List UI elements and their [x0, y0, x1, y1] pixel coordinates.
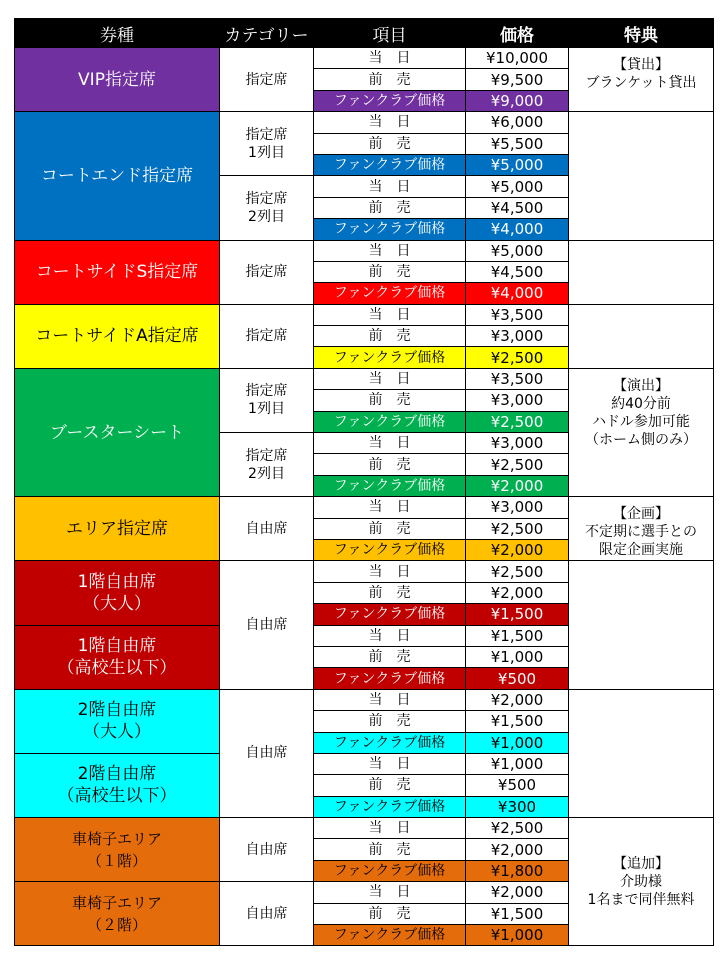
fanclub-price-label: ファンクラブ価格: [314, 796, 466, 817]
perk-line: 【演出】: [613, 377, 669, 394]
price-value: ¥5,500: [466, 133, 569, 154]
price-value: ¥1,000: [466, 753, 569, 774]
seat-type-label: VIP指定席: [15, 48, 220, 112]
seat-type-label: エリア指定席: [15, 497, 220, 561]
header-ticket: 券種: [15, 19, 220, 48]
day-of-label: 当 日: [314, 240, 466, 261]
price-value: ¥4,500: [466, 261, 569, 282]
perk-note: [569, 240, 714, 304]
fanclub-price-label: ファンクラブ価格: [314, 90, 466, 111]
perk-note: [569, 304, 714, 368]
seat-type-label: コートエンド指定席: [15, 112, 220, 240]
price-value: ¥5,000: [466, 154, 569, 175]
fanclub-price-label: ファンクラブ価格: [314, 347, 466, 368]
price-value: ¥1,500: [466, 625, 569, 646]
day-of-label: 当 日: [314, 433, 466, 454]
category-label: 指定席 2列目: [220, 433, 314, 497]
price-value: ¥2,000: [466, 689, 569, 710]
price-value: ¥2,500: [466, 561, 569, 582]
category-label: 自由席: [220, 497, 314, 561]
price-value: ¥2,500: [466, 818, 569, 839]
ticket-price-table: [14, 18, 714, 946]
perk-note: [569, 497, 714, 561]
category-label: 自由席: [220, 689, 314, 817]
perk-line: 介助様: [620, 873, 662, 890]
price-value: ¥3,000: [466, 433, 569, 454]
advance-label: 前 売: [314, 133, 466, 154]
day-of-label: 当 日: [314, 497, 466, 518]
fanclub-price-label: ファンクラブ価格: [314, 604, 466, 625]
perk-line: 【貸出】: [613, 57, 669, 73]
advance-label: 前 売: [314, 646, 466, 667]
day-of-label: 当 日: [314, 818, 466, 839]
seat-type-label: 車椅子エリア （１階）: [15, 818, 220, 882]
price-value: ¥300: [466, 796, 569, 817]
price-value: ¥2,000: [466, 839, 569, 860]
day-of-label: 当 日: [314, 368, 466, 389]
table-row: [15, 561, 714, 582]
fanclub-price-label: ファンクラブ価格: [314, 475, 466, 496]
price-value: ¥500: [466, 668, 569, 689]
seat-type-label: ブースターシート: [15, 368, 220, 496]
price-value: ¥2,500: [466, 518, 569, 539]
seat-type-label: 1階自由席 （高校生以下）: [15, 625, 220, 689]
perk-line: 約40分前: [611, 395, 671, 412]
perk-line: 不定期に選手との: [585, 524, 697, 541]
table-row: [15, 497, 714, 518]
perk-note: [569, 48, 714, 112]
price-value: ¥2,000: [466, 475, 569, 496]
day-of-label: 当 日: [314, 882, 466, 903]
day-of-label: 当 日: [314, 753, 466, 774]
fanclub-price-label: ファンクラブ価格: [314, 154, 466, 175]
seat-type-label: 1階自由席 （大人）: [15, 561, 220, 625]
price-value: ¥500: [466, 775, 569, 796]
price-value: ¥1,000: [466, 732, 569, 753]
header-price: 価格: [466, 19, 569, 48]
advance-label: 前 売: [314, 903, 466, 924]
header-row: [15, 19, 714, 48]
ticket-rows: [15, 48, 714, 946]
header-perk: 特典: [569, 19, 714, 48]
fanclub-price-label: ファンクラブ価格: [314, 732, 466, 753]
perk-line: （ホーム側のみ）: [585, 431, 697, 448]
day-of-label: 当 日: [314, 304, 466, 325]
fanclub-price-label: ファンクラブ価格: [314, 411, 466, 432]
fanclub-price-label: ファンクラブ価格: [314, 283, 466, 304]
day-of-label: 当 日: [314, 176, 466, 197]
advance-label: 前 売: [314, 197, 466, 218]
price-value: ¥5,000: [466, 176, 569, 197]
table-row: [15, 240, 714, 261]
fanclub-price-label: ファンクラブ価格: [314, 925, 466, 946]
header-category: カテゴリー: [220, 19, 314, 48]
price-value: ¥1,500: [466, 903, 569, 924]
price-value: ¥2,000: [466, 882, 569, 903]
price-value: ¥1,500: [466, 604, 569, 625]
price-value: ¥4,000: [466, 283, 569, 304]
advance-label: 前 売: [314, 326, 466, 347]
perk-note: [569, 112, 714, 240]
seat-type-label: コートサイドA指定席: [15, 304, 220, 368]
seat-type-label: 2階自由席 （高校生以下）: [15, 753, 220, 817]
advance-label: 前 売: [314, 390, 466, 411]
perk-line: 1名まで同伴無料: [587, 891, 695, 908]
seat-type-label: 2階自由席 （大人）: [15, 689, 220, 753]
price-value: ¥2,500: [466, 347, 569, 368]
fanclub-price-label: ファンクラブ価格: [314, 539, 466, 560]
price-value: ¥3,000: [466, 326, 569, 347]
table-row: [15, 112, 714, 133]
day-of-label: 当 日: [314, 625, 466, 646]
price-value: ¥9,000: [466, 90, 569, 111]
table-row: [15, 368, 714, 389]
price-value: ¥5,000: [466, 240, 569, 261]
price-value: ¥3,000: [466, 390, 569, 411]
price-value: ¥2,500: [466, 454, 569, 475]
price-value: ¥4,000: [466, 219, 569, 240]
category-label: 自由席: [220, 561, 314, 689]
advance-label: 前 売: [314, 518, 466, 539]
day-of-label: 当 日: [314, 112, 466, 133]
price-value: ¥3,500: [466, 368, 569, 389]
table-row: [15, 818, 714, 839]
price-value: ¥9,500: [466, 69, 569, 90]
perk-note: [569, 689, 714, 817]
perk-note: [569, 561, 714, 689]
advance-label: 前 売: [314, 775, 466, 796]
table-row: [15, 48, 714, 69]
advance-label: 前 売: [314, 454, 466, 475]
category-label: 自由席: [220, 818, 314, 882]
perk-line: 限定企画実施: [599, 542, 683, 559]
category-label: 指定席: [220, 304, 314, 368]
price-value: ¥1,500: [466, 711, 569, 732]
advance-label: 前 売: [314, 711, 466, 732]
advance-label: 前 売: [314, 69, 466, 90]
price-value: ¥2,000: [466, 539, 569, 560]
perk-line: 【追加】: [613, 855, 669, 872]
seat-type-label: 車椅子エリア （２階）: [15, 882, 220, 946]
day-of-label: 当 日: [314, 689, 466, 710]
price-value: ¥1,800: [466, 860, 569, 881]
perk-line: ハドル参加可能: [592, 413, 690, 430]
table-row: [15, 304, 714, 325]
category-label: 指定席: [220, 240, 314, 304]
fanclub-price-label: ファンクラブ価格: [314, 219, 466, 240]
advance-label: 前 売: [314, 839, 466, 860]
day-of-label: 当 日: [314, 561, 466, 582]
category-label: 指定席: [220, 48, 314, 112]
day-of-label: 当 日: [314, 48, 466, 69]
perk-note: [569, 818, 714, 946]
fanclub-price-label: ファンクラブ価格: [314, 860, 466, 881]
price-value: ¥2,500: [466, 411, 569, 432]
table-row: [15, 689, 714, 710]
category-label: 自由席: [220, 882, 314, 946]
advance-label: 前 売: [314, 582, 466, 603]
seat-type-label: コートサイドS指定席: [15, 240, 220, 304]
price-value: ¥2,000: [466, 582, 569, 603]
category-label: 指定席 1列目: [220, 112, 314, 176]
price-value: ¥3,500: [466, 304, 569, 325]
price-value: ¥10,000: [466, 48, 569, 69]
price-value: ¥6,000: [466, 112, 569, 133]
category-label: 指定席 1列目: [220, 368, 314, 432]
perk-note: [569, 368, 714, 496]
advance-label: 前 売: [314, 261, 466, 282]
price-value: ¥4,500: [466, 197, 569, 218]
perk-line: ブランケット貸出: [585, 75, 697, 91]
category-label: 指定席 2列目: [220, 176, 314, 240]
header-item: 項目: [314, 19, 466, 48]
fanclub-price-label: ファンクラブ価格: [314, 668, 466, 689]
price-value: ¥1,000: [466, 646, 569, 667]
perk-line: 【企画】: [613, 506, 669, 523]
price-value: ¥3,000: [466, 497, 569, 518]
price-value: ¥1,000: [466, 925, 569, 946]
